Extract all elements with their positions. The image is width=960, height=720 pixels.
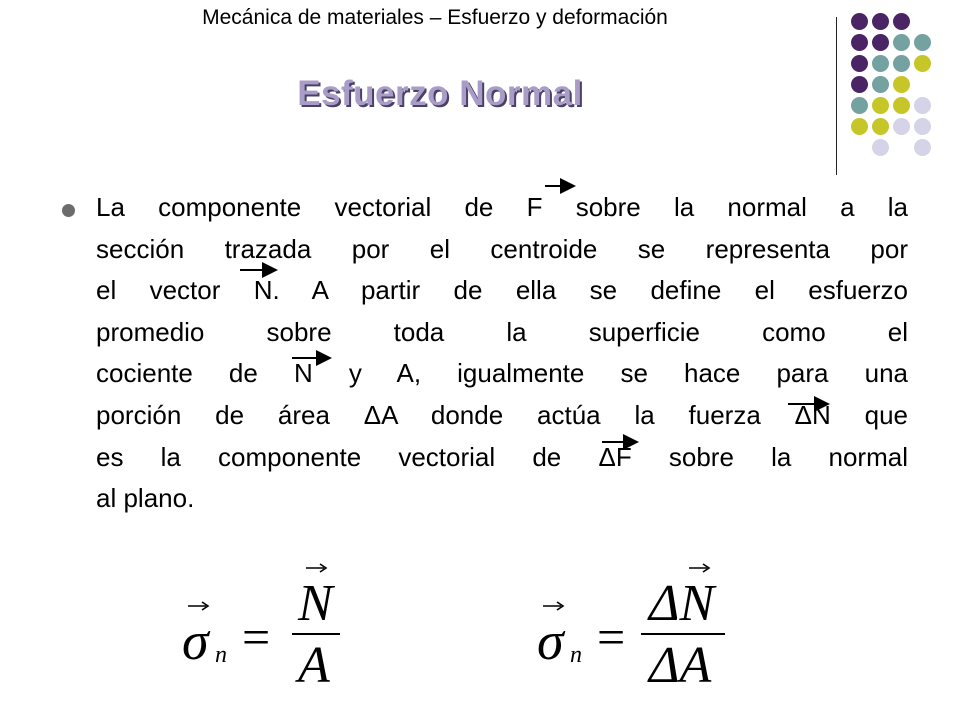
decor-dot [872,97,889,114]
vertical-divider [836,17,837,175]
vector-arrow-icon [180,560,360,700]
sigma-symbol: σ [537,611,564,671]
paragraph-line: al plano. [96,483,195,514]
sigma-subscript: n [570,642,582,668]
decor-dot [914,97,931,114]
numerator: ΔN [649,575,715,632]
decor-dot [872,34,889,51]
decor-dot [851,118,868,135]
decor-dot [851,34,868,51]
formula-local-stress [535,560,735,700]
decor-dot [872,76,889,93]
paragraph-line: el vector N. A partir de ella se define el esfuerzo [96,275,908,306]
paragraph-line: promedio sobre toda la superficie como el [96,316,908,347]
paragraph-line: porción de área ΔA donde actúa la fuerza ΔN que [96,399,908,430]
sigma-subscript: n [215,642,227,668]
decor-dot [872,55,889,72]
decor-dot [893,97,910,114]
slide-title: Esfuerzo Normal [297,74,583,113]
decor-dot [851,97,868,114]
decor-dot [872,13,889,30]
decor-dot [893,118,910,135]
equals-sign: = [597,609,626,665]
decor-dot [872,118,889,135]
decor-dot [914,139,931,156]
slide-subtitle: Mecánica de materiales – Esfuerzo y deformación [202,6,668,29]
paragraph-line: es la componente vectorial de ΔF sobre la normal [96,441,908,472]
bullet-icon [62,204,75,217]
decor-dot [914,118,931,135]
decor-dot [893,76,910,93]
decor-dot [914,55,931,72]
paragraph-line: La componente vectorial de F sobre la normal a la [96,192,908,222]
sigma-symbol: σ [182,611,209,671]
decor-dot [893,55,910,72]
denominator: A [298,637,330,694]
body-paragraph [96,187,908,520]
formula-normal-stress [180,560,360,700]
vector-arrow-icon [535,560,735,700]
paragraph-line: sección trazada por el centroide se representa por [96,233,908,264]
decor-dot [851,55,868,72]
decor-dot [893,34,910,51]
numerator: N [298,575,333,632]
decor-dot [851,13,868,30]
decor-dot [914,34,931,51]
denominator: ΔA [649,637,712,694]
equals-sign: = [242,609,271,665]
paragraph-line: cociente de N y A, igualmente se hace para una [96,358,908,389]
decor-dot [893,13,910,30]
decor-dot [872,139,889,156]
decor-dot [851,76,868,93]
